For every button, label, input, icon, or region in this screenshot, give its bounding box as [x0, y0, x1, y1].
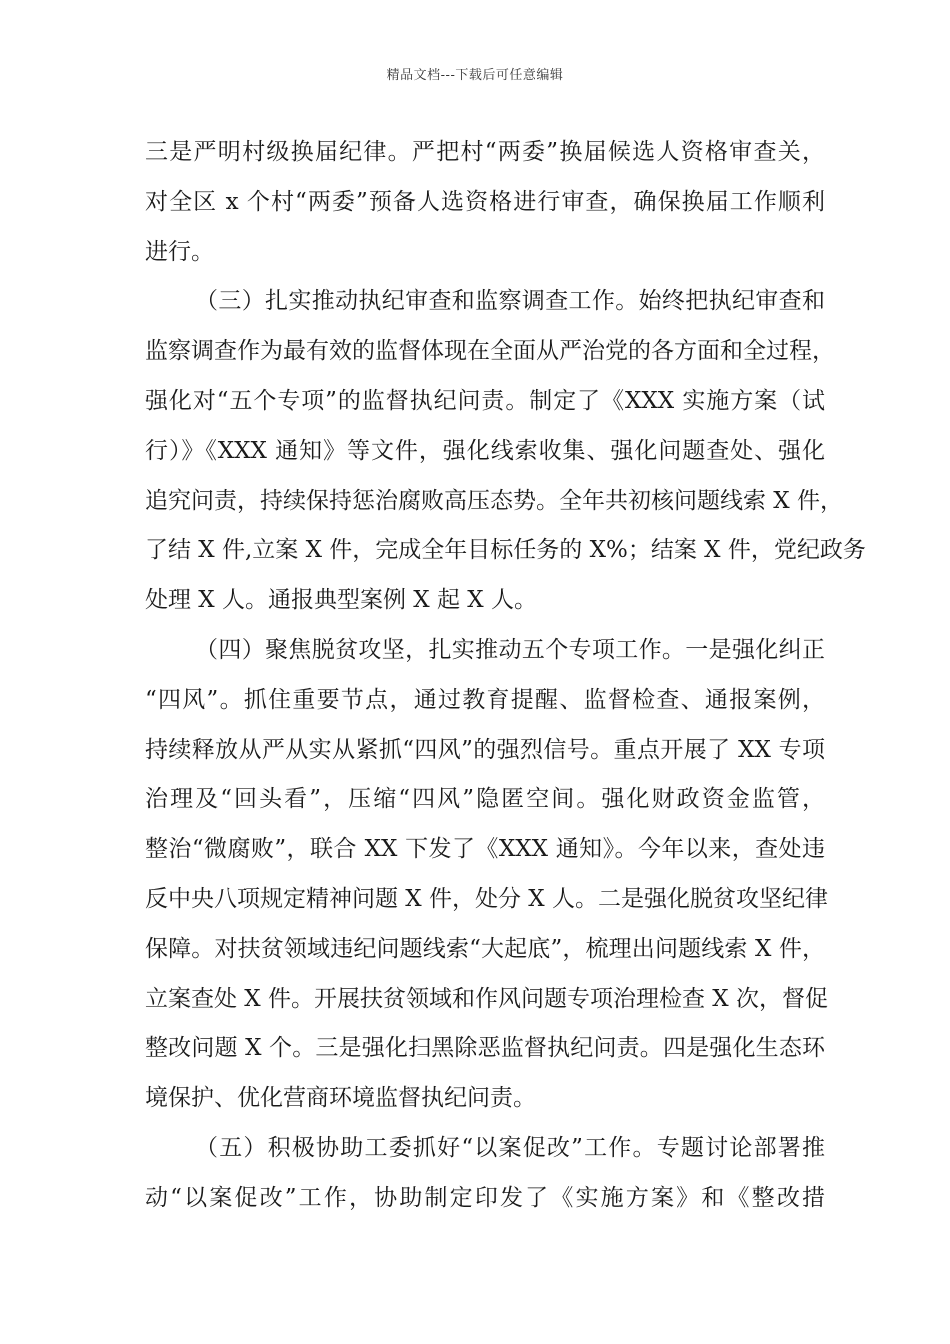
- text-line: 持续释放从严从实从紧抓“四风”的强烈信号。重点开展了 XX 专项: [145, 736, 825, 763]
- text-line: 动“以案促改”工作，协助制定印发了《实施方案》和《整改措: [145, 1184, 825, 1211]
- text-line: 行）》《XXX 通知》等文件，强化线索收集、强化问题查处、强化: [145, 437, 825, 464]
- text-line: 对全区 x 个村“两委”预备人选资格进行审查，确保换届工作顺利: [145, 188, 825, 215]
- text-line: 了结 X 件,立案 X 件，完成全年目标任务的 X%；结案 X 件，党纪政务: [145, 537, 866, 564]
- document-body: [145, 128, 866, 1224]
- text-line: 整治“微腐败”，联合 XX 下发了《XXX 通知》。今年以来，查处违: [145, 836, 825, 863]
- text-line: 境保护、优化营商环境监督执纪问责。: [145, 1085, 536, 1112]
- text-line: 处理 X 人。通报典型案例 X 起 X 人。: [145, 587, 537, 614]
- text-line: 整改问题 X 个。三是强化扫黑除恶监督执纪问责。四是强化生态环: [145, 1035, 825, 1062]
- text-line: 保障。对扶贫领域违纪问题线索“大起底”，梳理出问题线索 X 件，: [145, 935, 825, 962]
- text-line: 追究问责，持续保持惩治腐败高压态势。全年共初核问题线索 X 件，: [145, 487, 843, 514]
- text-line: 三是严明村级换届纪律。严把村“两委”换届候选人资格审查关，: [145, 139, 825, 165]
- page-header: 精品文档---下载后可任意编辑: [386, 68, 564, 83]
- text-line: 反中央八项规定精神问题 X 件，处分 X 人。二是强化脱贫攻坚纪律: [145, 885, 828, 912]
- text-line: 监察调查作为最有效的监督体现在全面从严治党的各方面和全过程，: [145, 338, 835, 365]
- text-line: “四风”。抓住重要节点，通过教育提醒、监督检查、通报案例，: [145, 686, 825, 713]
- text-line: 强化对“五个专项”的监督执纪问责。制定了《XXX 实施方案（试: [145, 387, 825, 414]
- text-line: 进行。: [145, 238, 214, 265]
- section-heading-line: （三）扎实推动执纪审查和监察调查工作。始终把执纪审查和: [195, 288, 825, 315]
- section-heading-line: （五）积极协助工委抓好“以案促改”工作。专题讨论部署推: [195, 1134, 825, 1161]
- section-heading-line: （四）聚焦脱贫攻坚，扎实推动五个专项工作。一是强化纠正: [195, 636, 825, 663]
- text-line: 立案查处 X 件。开展扶贫领域和作风问题专项治理检查 X 次，督促: [145, 985, 828, 1012]
- text-line: 治理及“回头看”，压缩“四风”隐匿空间。强化财政资金监管，: [145, 786, 825, 813]
